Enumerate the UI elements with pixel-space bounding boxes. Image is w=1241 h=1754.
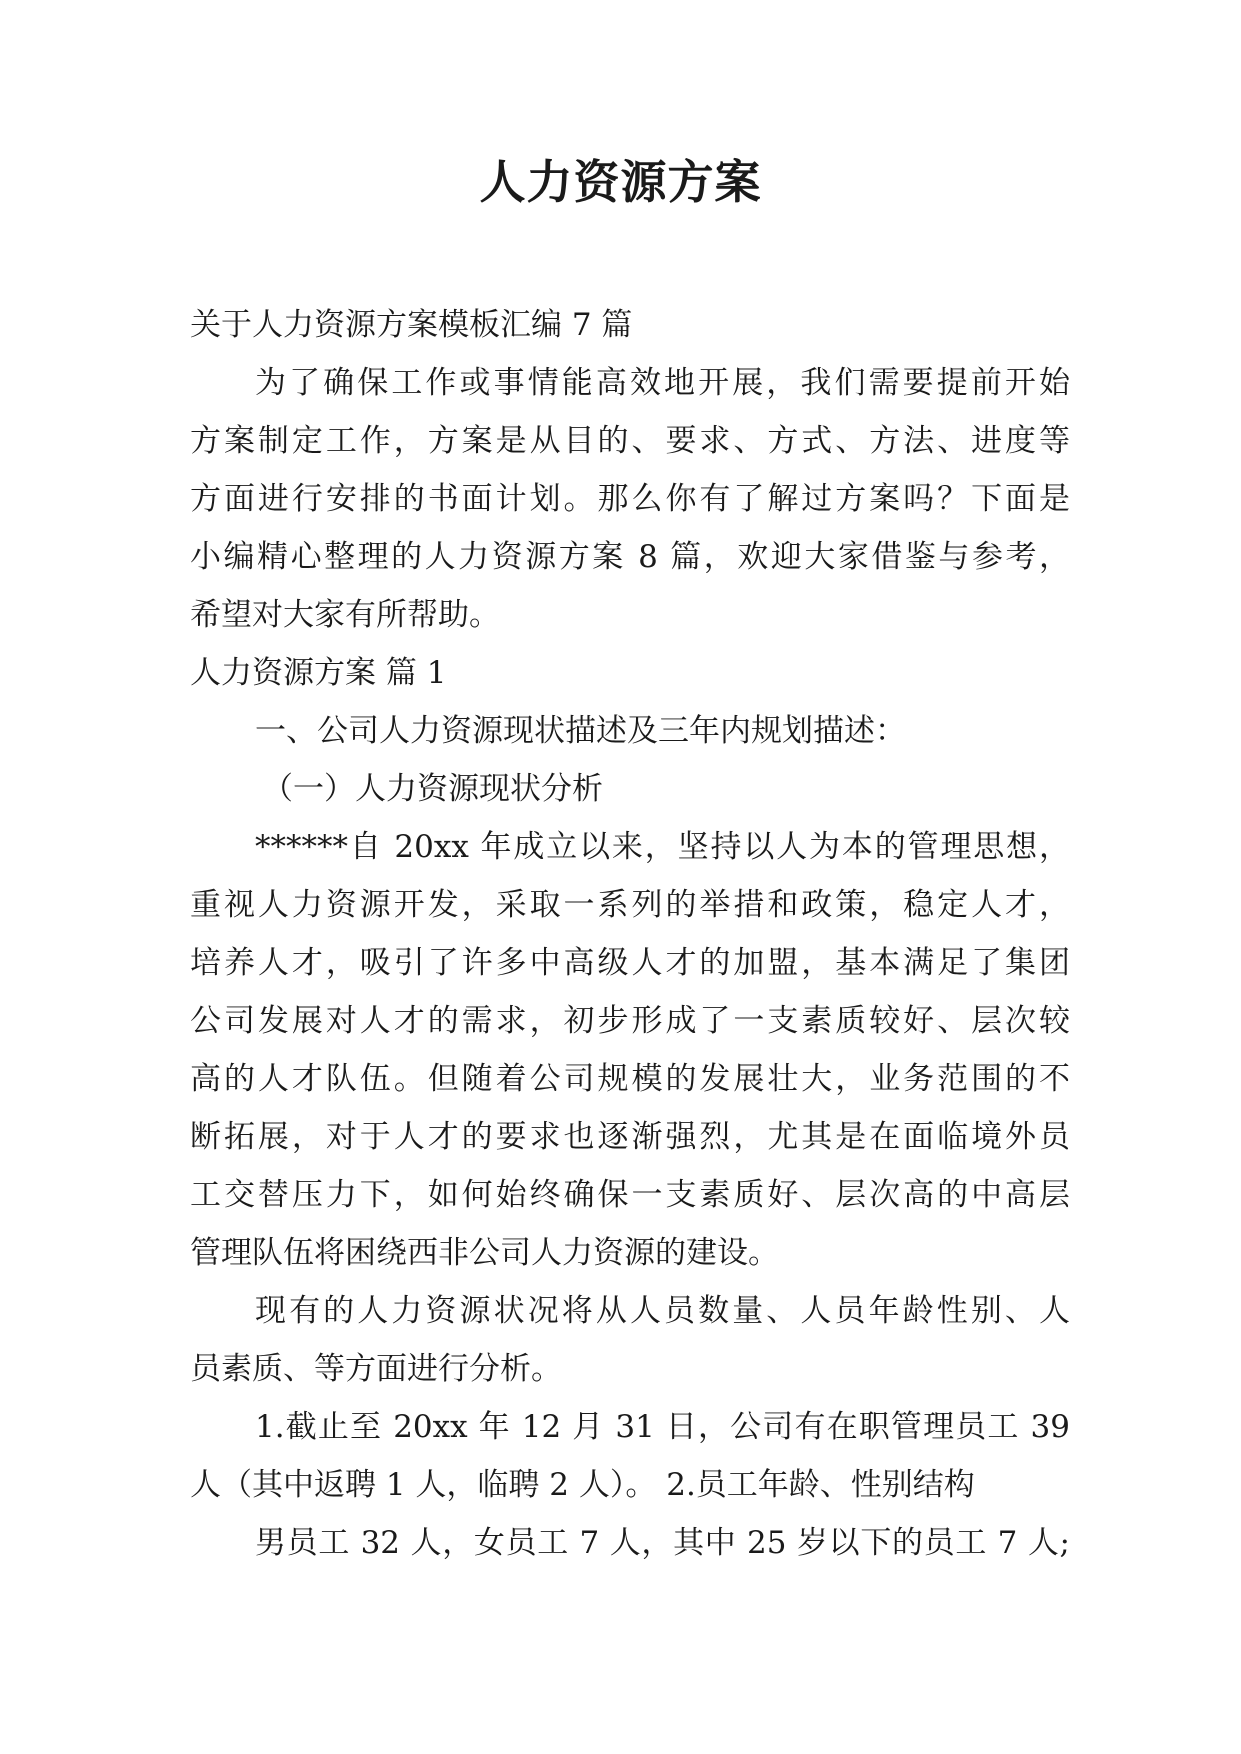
paragraph-line: 现有的人力资源状况将从人员数量、人员年龄性别、人 (255, 1293, 1070, 1329)
paragraph-line: 工交替压力下，如何始终确保一支素质好、层次高的中高层 (190, 1177, 1070, 1213)
paragraph-line: 希望对大家有所帮助。 (190, 597, 500, 633)
paragraph-line: 小编精心整理的人力资源方案 8 篇，欢迎大家借鉴与参考， (190, 539, 1070, 575)
paragraph-line: 1.截止至 20xx 年 12 月 31 日，公司有在职管理员工 39 (255, 1409, 1070, 1445)
paragraph-line: 断拓展，对于人才的要求也逐渐强烈，尤其是在面临境外员 (190, 1119, 1070, 1155)
subsection-heading: （一）人力资源现状分析 (262, 771, 603, 807)
paragraph-line: 为了确保工作或事情能高效地开展，我们需要提前开始 (255, 365, 1070, 401)
section-heading: 人力资源方案 篇 1 (190, 655, 447, 691)
paragraph-line: 管理队伍将困绕西非公司人力资源的建设。 (190, 1235, 779, 1271)
subtitle-line: 关于人力资源方案模板汇编 7 篇 (190, 307, 633, 343)
paragraph-line: 方面进行安排的书面计划。那么你有了解过方案吗？下面是 (190, 481, 1070, 517)
paragraph-line: 人（其中返聘 1 人，临聘 2 人）。 2.员工年龄、性别结构 (190, 1467, 975, 1503)
paragraph-line: 重视人力资源开发，采取一系列的举措和政策，稳定人才， (190, 887, 1070, 923)
paragraph-line: ******自 20xx 年成立以来，坚持以人为本的管理思想， (255, 829, 1070, 865)
paragraph-line: 高的人才队伍。但随着公司规模的发展壮大，业务范围的不 (190, 1061, 1070, 1097)
subsection-heading: 一、公司人力资源现状描述及三年内规划描述： (255, 713, 906, 749)
paragraph-line: 培养人才，吸引了许多中高级人才的加盟，基本满足了集团 (190, 945, 1070, 981)
paragraph-line: 方案制定工作，方案是从目的、要求、方式、方法、进度等 (190, 423, 1070, 459)
paragraph-line: 公司发展对人才的需求，初步形成了一支素质较好、层次较 (190, 1003, 1070, 1039)
document-title: 人力资源方案 (479, 155, 762, 209)
paragraph-line: 男员工 32 人，女员工 7 人，其中 25 岁以下的员工 7 人; (255, 1525, 1070, 1561)
paragraph-line: 员素质、等方面进行分析。 (190, 1351, 562, 1387)
